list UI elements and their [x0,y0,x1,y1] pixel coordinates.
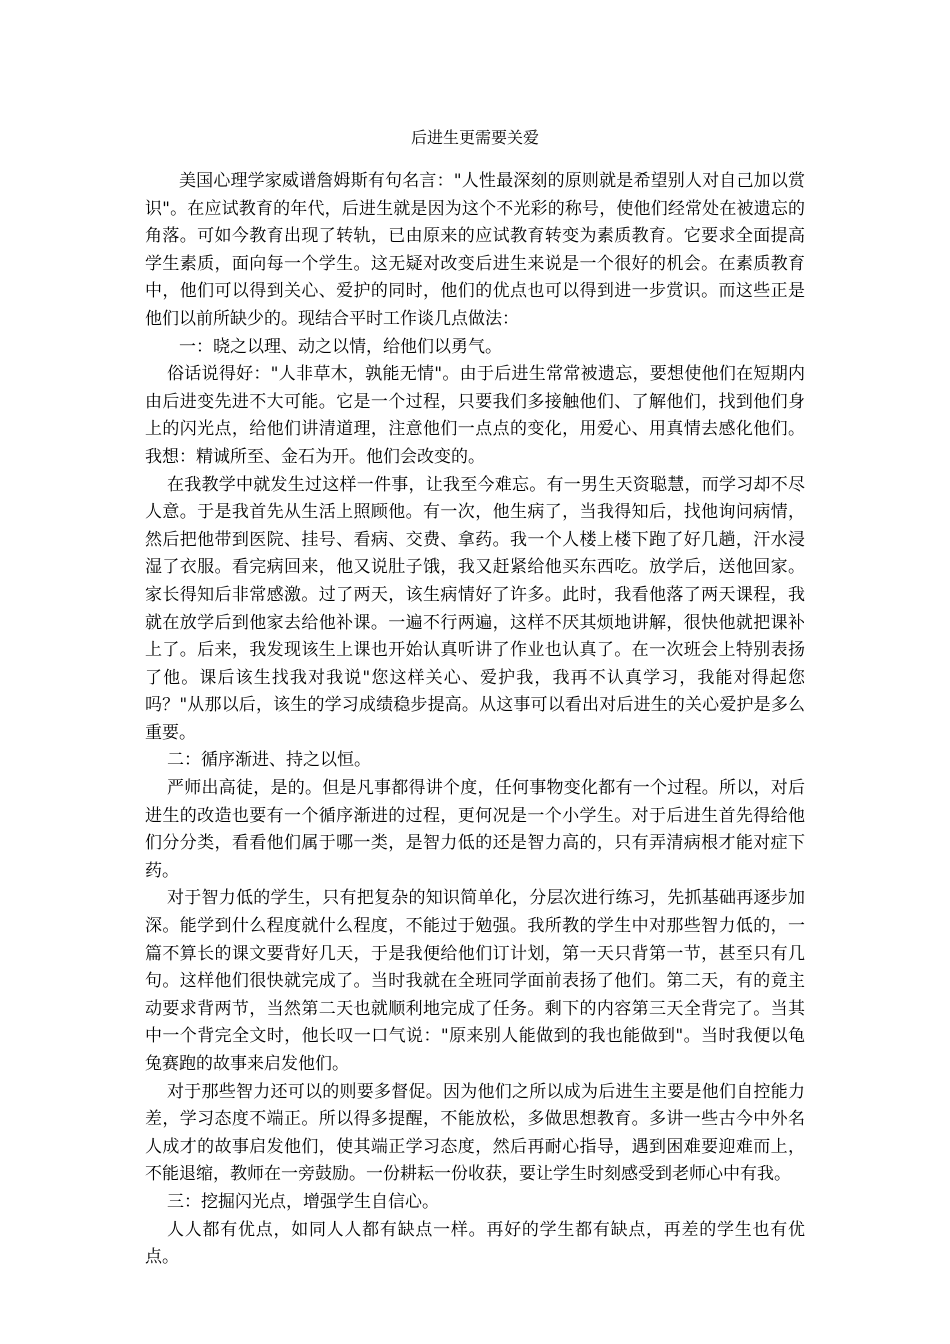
body-paragraph: 对于那些智力还可以的则要多督促。因为他们之所以成为后进生主要是他们自控能力差，学习态度不端正。所以得多提醒，不能放松，多做思想教育。多讲一些古今中外名人成才的故事启发他们，使其端正学习态度，然后再耐心指导，遇到困难要迎难而上，不能退缩，教师在一旁鼓励。一份耕耘一份收获，要让学生时刻感受到老师心中有我。 [145,1081,805,1185]
body-paragraph: 在我教学中就发生过这样一件事，让我至今难忘。有一男生天资聪慧，而学习却不尽人意。于是我首先从生活上照顾他。有一次，他生病了，当我得知后，找他询问病情，然后把他带到医院、挂号、看病、交费、拿药。我一个人楼上楼下跑了好几趟，汗水浸湿了衣服。看完病回来，他又说肚子饿，我又赶紧给他买东西吃。放学后，送他回家。家长得知后非常感激。过了两天，该生病情好了许多。此时，我看他落了两天课程，我就在放学后到他家去给他补课。一遍不行两遍，这样不厌其烦地讲解，很快他就把课补上了。后来，我发现该生上课也开始认真听讲了作业也认真了。在一次班会上特别表扬了他。课后该生找我对我说"您这样关心、爱护我，我再不认真学习，我能对得起您吗？"从那以后，该生的学习成绩稳步提高。从这事可以看出对后进生的关心爱护是多么重要。 [145,474,805,743]
document-page [145,126,805,1272]
body-paragraph: 对于智力低的学生，只有把复杂的知识简单化，分层次进行练习，先抓基础再逐步加深。能学到什么程度就什么程度，不能过于勉强。我所教的学生中对那些智力低的，一篇不算长的课文要背好几天，于是我便给他们订计划，第一天只背第一节，甚至只有几句。这样他们很快就完成了。当时我就在全班同学面前表扬了他们。第二天，有的竟主动要求背两节，当然第二天也就顺利地完成了任务。剩下的内容第三天全背完了。当其中一个背完全文时，他长叹一口气说："原来别人能做到的我也能做到"。当时我便以龟兔赛跑的故事来启发他们。 [145,888,805,1074]
intro-paragraph: 美国心理学家威谱詹姆斯有句名言："人性最深刻的原则就是希望别人对自己加以赏识"。在应试教育的年代，后进生就是因为这个不光彩的称号，使他们经常处在被遗忘的角落。可如今教育出现了转轨，已由原来的应试教育转变为素质教育。它要求全面提高学生素质，面向每一个学生。这无疑对改变后进生来说是一个很好的机会。在素质教育中，他们可以得到关心、爱护的同时，他们的优点也可以得到进一步赏识。而这些正是他们以前所缺少的。现结合平时工作谈几点做法： [145,171,805,329]
body-paragraph: 人人都有优点，如同人人都有缺点一样。再好的学生都有缺点，再差的学生也有优点。 [145,1219,805,1268]
section-heading-2: 二：循序渐进、持之以恒。 [167,750,371,771]
body-paragraph: 严师出高徒，是的。但是凡事都得讲个度，任何事物变化都有一个过程。所以，对后进生的改造也要有一个循序渐进的过程，更何况是一个小学生。对于后进生首先得给他们分分类，看看他们属于哪一类，是智力低的还是智力高的，只有弄清病根才能对症下药。 [145,778,805,881]
section-heading-1: 一：晓之以理、动之以情，给他们以勇气。 [179,336,502,357]
document-title: 后进生更需要关爱 [410,128,539,147]
body-paragraph: 俗话说得好："人非草木，孰能无情"。由于后进生常常被遗忘，要想使他们在短期内由后进变先进不大可能。它是一个过程，只要我们多接触他们、了解他们，找到他们身上的闪光点，给他们讲清道理，注意他们一点点的变化，用爱心、用真情去感化他们。我想：精诚所至、金石为开。他们会改变的。 [145,364,805,467]
section-heading-3: 三：挖掘闪光点，增强学生自信心。 [167,1191,439,1212]
